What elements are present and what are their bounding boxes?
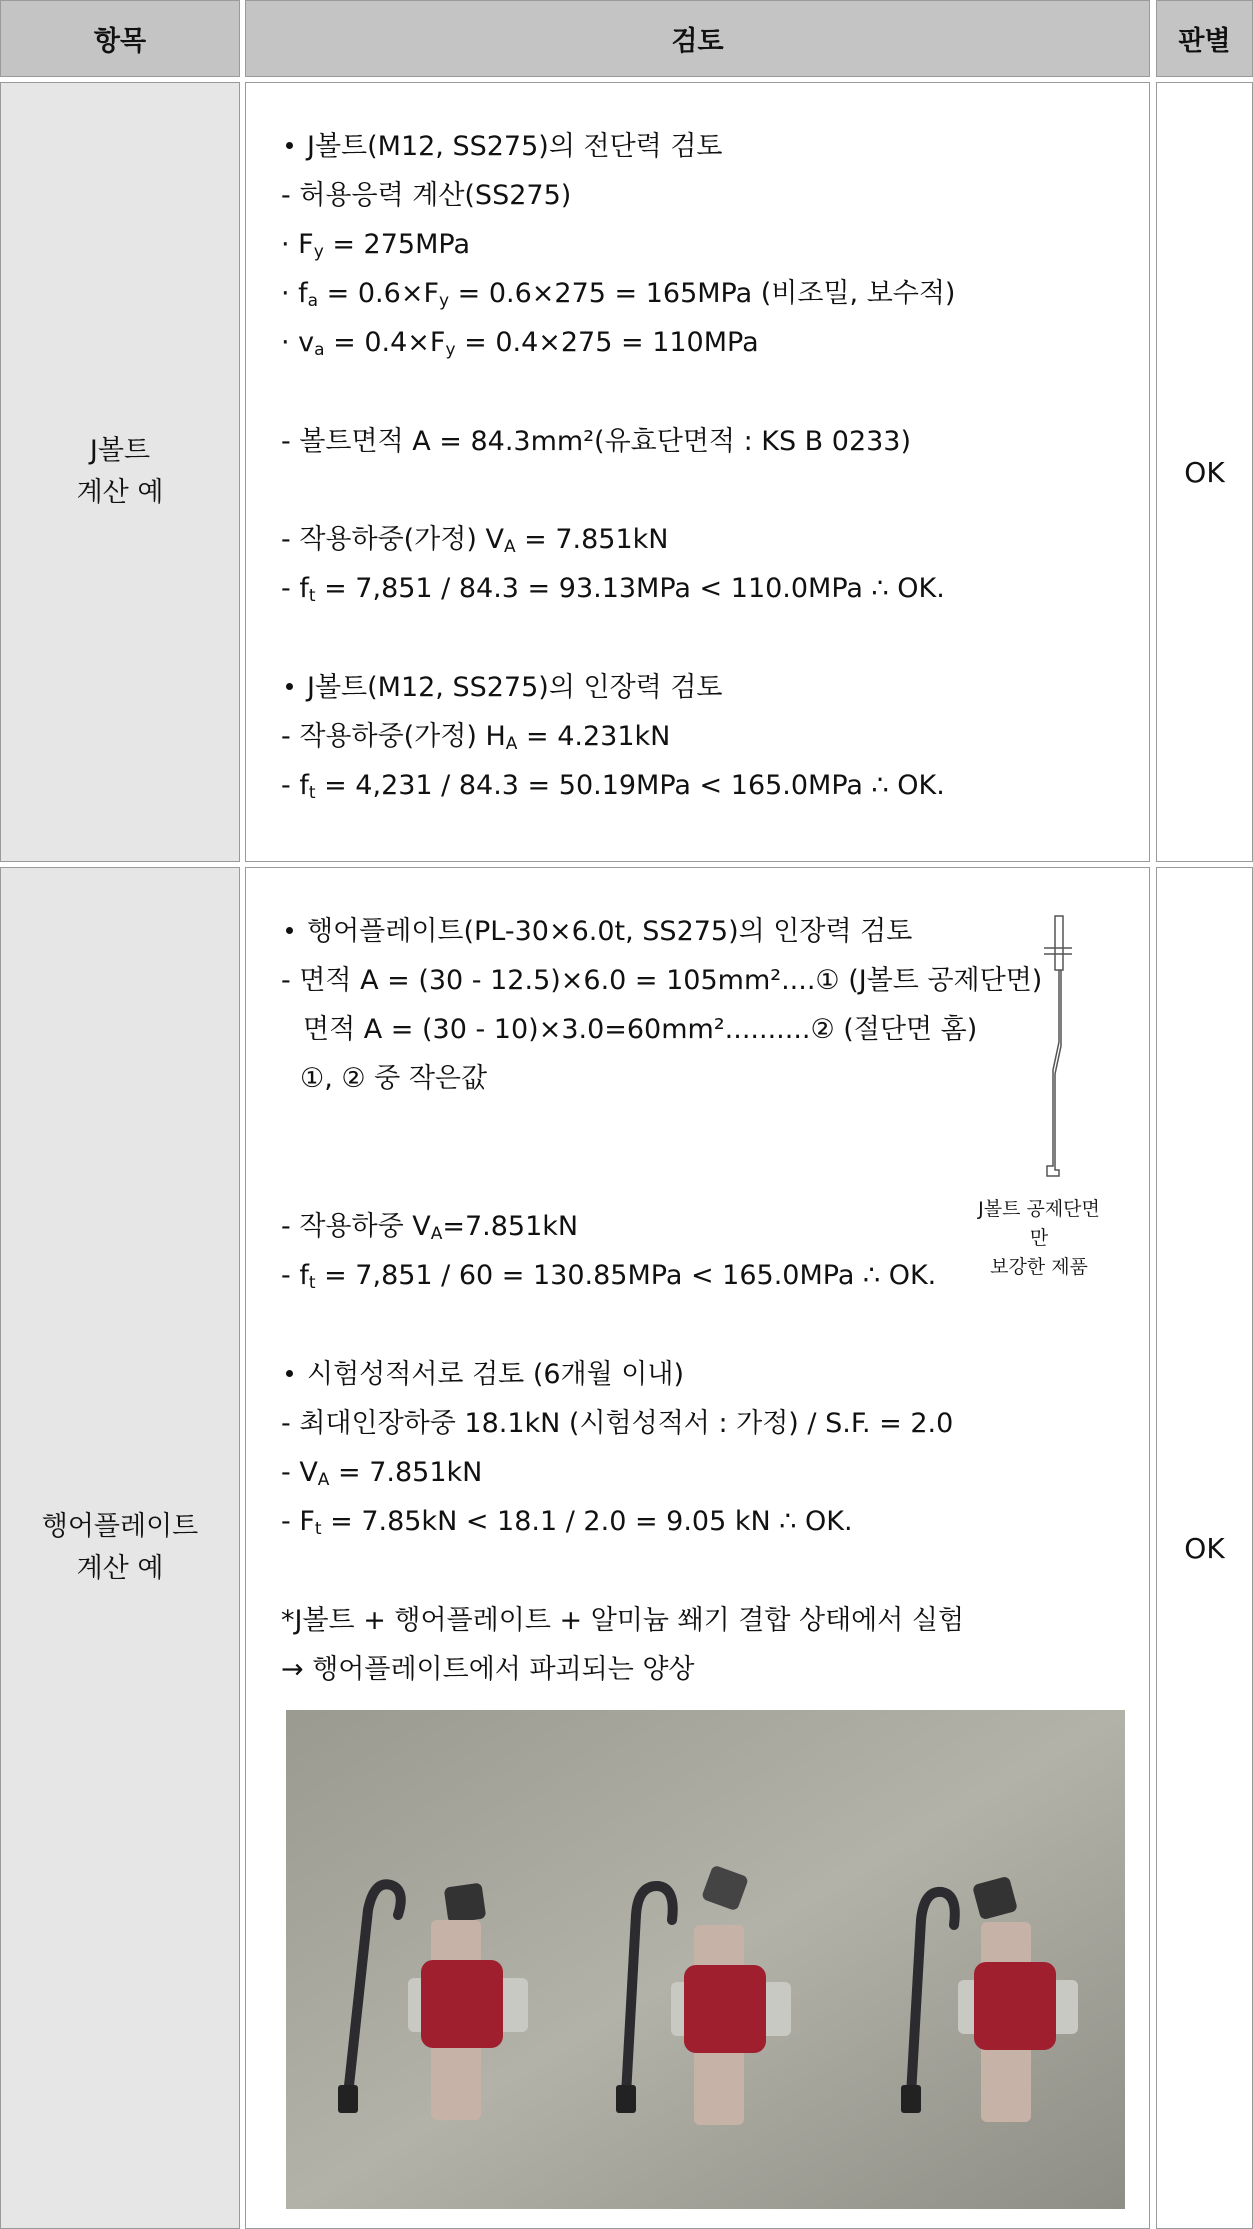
bullet-dot xyxy=(286,1370,293,1377)
row-label-jbolt xyxy=(0,82,240,862)
tension-result-line: - $f_t = 4,231 / 84.3 = 50.19MPa < 165.0MPa$ ∴ OK. xyxy=(281,770,945,803)
row-label-line1: J볼트 xyxy=(89,435,151,466)
va-line: · $v_a = 0.4\times F_y = 0.4\times 275 = 110MPa$ xyxy=(281,327,759,360)
bullet-test-report-check: 시험성적서로 검토 (6개월 이내) xyxy=(286,1357,684,1393)
plate-load-line: - 작용하중 $V_A=7.851kN$ xyxy=(281,1211,579,1244)
row-label-line2: 계산 예 xyxy=(76,477,164,508)
tension-load-line: - 작용하중(가정) $H_A = 4.231kN$ xyxy=(281,721,671,754)
bullet-shear-check: J볼트(M12, SS275)의 전단력 검토 xyxy=(286,129,722,165)
bullet-plate-tension-check: 행어플레이트(PL-30×6.0t, SS275)의 인장력 검토 xyxy=(286,914,912,950)
va-load-line: - $V_A = 7.851kN$ xyxy=(281,1457,483,1490)
header-judge: 판별 xyxy=(1156,0,1253,77)
jbolt-plate-sketch xyxy=(1042,914,1074,1184)
bullet-dot xyxy=(286,142,293,149)
plate-result-line: - $f_t = 7,851 / 60 = 130.85MPa < 165.0MPa$ ∴ OK. xyxy=(281,1260,937,1293)
verdict-jbolt: OK xyxy=(1156,82,1253,862)
ft-result-line: - $F_t = 7.85kN < 18.1 / 2.0 = 9.05$ kN ∴ OK. xyxy=(281,1506,853,1539)
shear-result-line: - $f_t = 7,851 / 84.3 = 93.13MPa < 110.0MPa$ ∴ OK. xyxy=(281,573,945,606)
row-label-line1: 행어플레이트 xyxy=(41,1511,199,1542)
bullet-tension-check: J볼트(M12, SS275)의 인장력 검토 xyxy=(286,670,722,706)
failure-mode-line: → 행어플레이트에서 파괴되는 양상 xyxy=(281,1654,695,1685)
test-specimens-photo xyxy=(286,1710,1125,2209)
area-line-1: - 면적 A = (30 - 12.5)×6.0 = 105mm²....① (J볼트 공제단면) xyxy=(281,965,1043,996)
sketch-caption: J볼트 공제단면만 보강한 제품 xyxy=(978,1198,1100,1278)
applied-load-line: - 작용하중(가정) $V_A = 7.851kN$ xyxy=(281,524,669,557)
fa-line: · $f_a = 0.6\times F_y = 0.6\times 275 = 165MPa$ (비조밀, 보수적) xyxy=(281,278,956,311)
review-jbolt xyxy=(245,82,1150,862)
bullet-dot xyxy=(286,927,293,934)
area-line-2: 면적 A = (30 - 10)×3.0=60mm²..........② (절단면 홈) xyxy=(303,1014,978,1045)
bullet-dot xyxy=(286,683,293,690)
smaller-value-line: ①, ② 중 작은값 xyxy=(300,1063,488,1094)
row-label-line2: 계산 예 xyxy=(76,1553,164,1584)
header-item: 항목 xyxy=(0,0,240,77)
review-hanger-plate xyxy=(245,867,1150,2229)
experiment-note-line: *J볼트 + 행어플레이트 + 알미늄 쐐기 결합 상태에서 실험 xyxy=(281,1605,965,1636)
header-review: 검토 xyxy=(245,0,1150,77)
row-label-hanger-plate xyxy=(0,867,240,2229)
fy-line: · $F_y = 275MPa$ xyxy=(281,229,470,262)
bolt-area-line: - 볼트면적 A = 84.3mm²(유효단면적 : KS B 0233) xyxy=(281,426,912,457)
max-tension-line: - 최대인장하중 18.1kN (시험성적서 : 가정) / S.F. = 2.0 xyxy=(281,1408,954,1439)
verdict-hanger-plate: OK xyxy=(1156,867,1253,2229)
allowable-stress-heading: - 허용응력 계산(SS275) xyxy=(281,180,572,211)
